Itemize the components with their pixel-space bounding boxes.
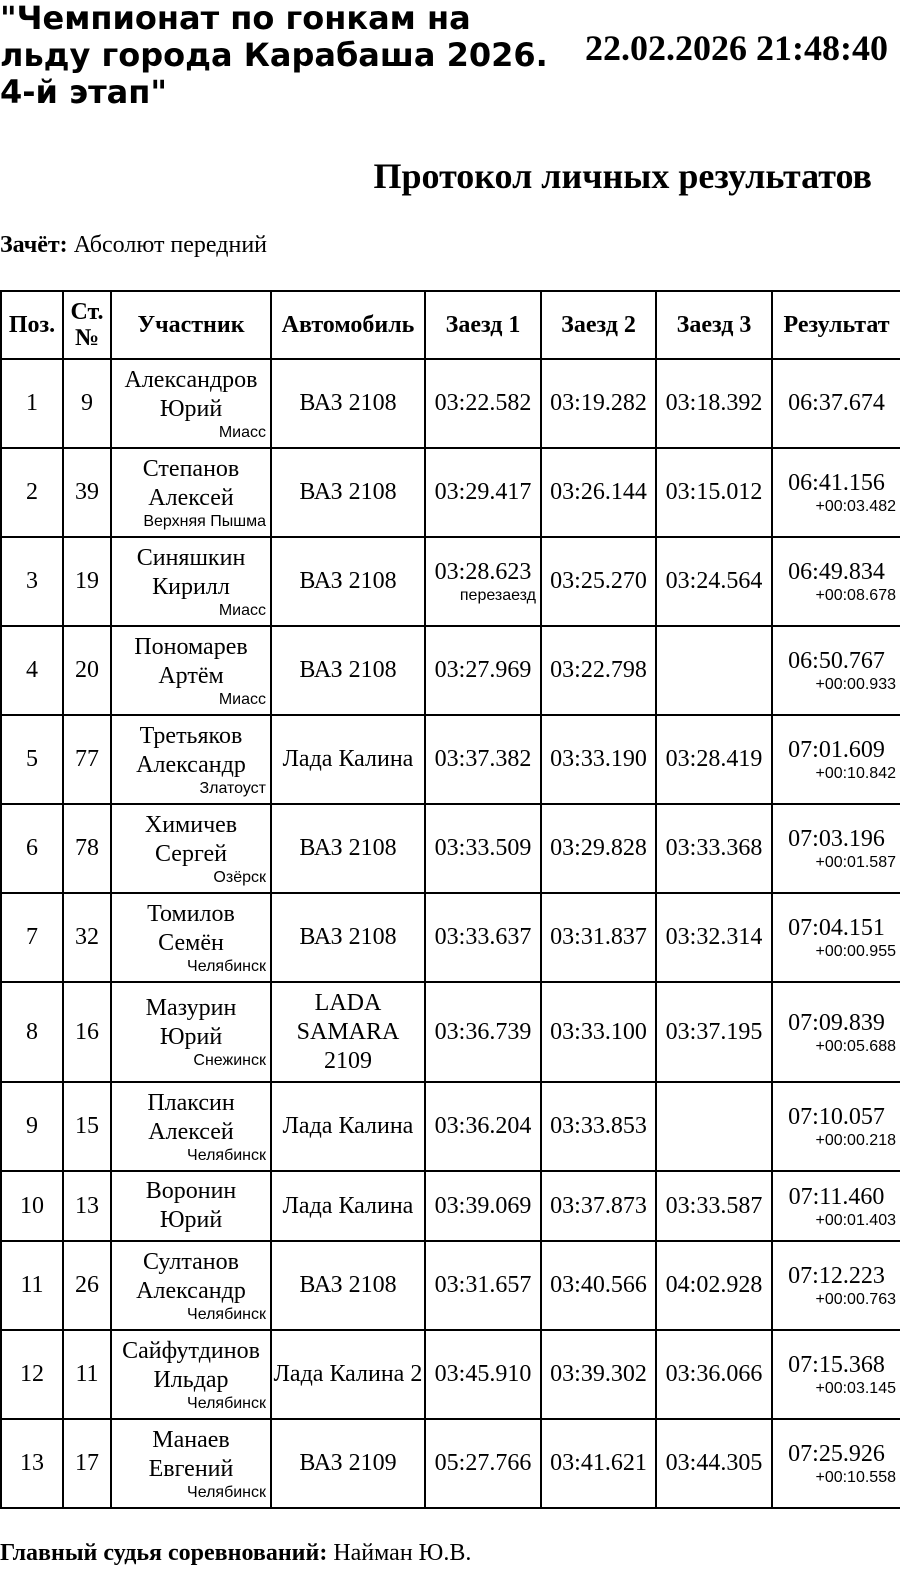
result-time: 06:41.156 — [788, 470, 885, 496]
participant-name: Сайфутдинов Ильдар — [122, 1337, 260, 1393]
header-heat2: Заезд 2 — [541, 291, 656, 359]
cell-participant — [111, 448, 271, 537]
cell-heat2: 03:31.837 — [541, 893, 656, 982]
table-row — [1, 804, 900, 893]
participant-city: Миасс — [218, 601, 266, 619]
cell-participant — [111, 1171, 271, 1241]
result-time: 06:50.767 — [788, 648, 885, 674]
result-gap: +00:01.587 — [815, 854, 896, 871]
cell-result — [772, 893, 900, 982]
participant-name: Александров Юрий — [124, 366, 258, 422]
cell-heat1 — [425, 626, 541, 715]
result-gap: +00:08.678 — [815, 587, 896, 604]
table-row — [1, 893, 900, 982]
result-time: 07:01.609 — [788, 737, 885, 763]
cell-heat1 — [425, 893, 541, 982]
result-time: 07:04.151 — [788, 915, 885, 941]
cell-heat3: 03:15.012 — [656, 448, 772, 537]
cell-participant — [111, 537, 271, 626]
header-result: Результат — [772, 291, 900, 359]
cell-car: ВАЗ 2108 — [271, 804, 425, 893]
cell-car: ВАЗ 2108 — [271, 893, 425, 982]
table-row — [1, 626, 900, 715]
heat1-time: 05:27.766 — [434, 1450, 532, 1476]
protocol-title: Протокол личных результатов — [373, 156, 872, 196]
result-gap: +00:00.955 — [815, 943, 896, 960]
participant-city: Челябинск — [187, 1305, 266, 1323]
cell-num: 15 — [63, 1082, 111, 1171]
cell-result — [772, 1330, 900, 1419]
cell-pos: 8 — [1, 982, 63, 1082]
cell-heat1 — [425, 1419, 541, 1508]
cell-pos: 10 — [1, 1171, 63, 1241]
cell-heat2: 03:33.190 — [541, 715, 656, 804]
cell-car: LADA SAMARA 2109 — [271, 982, 425, 1082]
result-gap: +00:03.145 — [815, 1380, 896, 1397]
result-time: 07:10.057 — [788, 1104, 885, 1130]
participant-city: Челябинск — [187, 1394, 266, 1412]
cell-heat1 — [425, 804, 541, 893]
participant-city: Миасс — [218, 690, 266, 708]
cell-car: Лада Калина 2 — [271, 1330, 425, 1419]
event-title: "Чемпионат по гонкам на льду города Карабаша 2026. 4-й этап" — [0, 0, 548, 111]
cell-heat2: 03:33.100 — [541, 982, 656, 1082]
cell-heat2: 03:25.270 — [541, 537, 656, 626]
heat1-time: 03:36.739 — [434, 1018, 532, 1045]
cell-result — [772, 359, 900, 448]
cell-heat2: 03:29.828 — [541, 804, 656, 893]
heat1-time: 03:28.623 — [434, 559, 532, 585]
header-car: Автомобиль — [271, 291, 425, 359]
cell-result — [772, 626, 900, 715]
cell-heat2: 03:33.853 — [541, 1082, 656, 1171]
cell-heat1 — [425, 715, 541, 804]
participant-name: Мазурин Юрий — [145, 995, 237, 1050]
heat1-time: 03:33.509 — [434, 835, 532, 861]
cell-heat1 — [425, 1082, 541, 1171]
cell-heat1 — [425, 982, 541, 1082]
cell-num: 19 — [63, 537, 111, 626]
table-row — [1, 982, 900, 1082]
participant-name: Манаев Евгений — [148, 1426, 234, 1482]
header-participant: Участник — [111, 291, 271, 359]
cell-num: 11 — [63, 1330, 111, 1419]
cell-pos: 9 — [1, 1082, 63, 1171]
cell-num: 39 — [63, 448, 111, 537]
cell-result — [772, 1171, 900, 1241]
cell-pos: 11 — [1, 1241, 63, 1330]
participant-name: Султанов Александр — [136, 1248, 246, 1304]
judge-name: Найман Ю.В. — [333, 1540, 472, 1566]
cell-heat3: 03:44.305 — [656, 1419, 772, 1508]
heat1-time: 03:29.417 — [434, 479, 532, 505]
result-time: 07:09.839 — [788, 1009, 885, 1036]
cell-result — [772, 1241, 900, 1330]
group-label: Зачёт: — [0, 232, 68, 258]
result-time: 07:12.223 — [788, 1263, 885, 1289]
participant-city: Челябинск — [187, 1146, 266, 1164]
result-gap: +00:10.842 — [815, 765, 896, 782]
cell-heat2: 03:26.144 — [541, 448, 656, 537]
cell-car: ВАЗ 2108 — [271, 1241, 425, 1330]
cell-heat1 — [425, 537, 541, 626]
cell-num: 32 — [63, 893, 111, 982]
participant-city: Челябинск — [187, 1483, 266, 1501]
cell-heat2: 03:39.302 — [541, 1330, 656, 1419]
table-row — [1, 715, 900, 804]
table-row — [1, 359, 900, 448]
participant-name: Томилов Семён — [147, 900, 235, 956]
heat1-time: 03:22.582 — [434, 390, 532, 416]
result-time: 07:15.368 — [788, 1352, 885, 1378]
cell-pos: 2 — [1, 448, 63, 537]
table-row — [1, 448, 900, 537]
cell-car: ВАЗ 2108 — [271, 359, 425, 448]
table-row — [1, 537, 900, 626]
cell-heat3: 03:33.587 — [656, 1171, 772, 1241]
header-heat3: Заезд 3 — [656, 291, 772, 359]
result-gap: +00:00.763 — [815, 1291, 896, 1308]
participant-city: Миасс — [218, 423, 266, 441]
result-time: 07:11.460 — [788, 1183, 885, 1210]
cell-pos: 12 — [1, 1330, 63, 1419]
cell-heat2: 03:19.282 — [541, 359, 656, 448]
cell-result — [772, 982, 900, 1082]
participant-name: Плаксин Алексей — [147, 1089, 235, 1145]
cell-heat2: 03:40.566 — [541, 1241, 656, 1330]
cell-participant — [111, 359, 271, 448]
cell-heat1 — [425, 1330, 541, 1419]
table-row — [1, 1330, 900, 1419]
cell-pos: 6 — [1, 804, 63, 893]
cell-result — [772, 804, 900, 893]
table-row — [1, 1082, 900, 1171]
cell-heat1 — [425, 448, 541, 537]
result-gap: +00:01.403 — [815, 1211, 896, 1229]
cell-pos: 13 — [1, 1419, 63, 1508]
heat1-time: 03:27.969 — [434, 657, 532, 683]
participant-name: Третьяков Александр — [136, 722, 246, 778]
table-row — [1, 1171, 900, 1241]
cell-heat3: 03:37.195 — [656, 982, 772, 1082]
judge-label: Главный судья соревнований: — [0, 1540, 328, 1566]
cell-heat2: 03:41.621 — [541, 1419, 656, 1508]
cell-participant — [111, 1330, 271, 1419]
cell-heat3: 03:36.066 — [656, 1330, 772, 1419]
cell-heat2: 03:37.873 — [541, 1171, 656, 1241]
cell-pos: 5 — [1, 715, 63, 804]
cell-pos: 4 — [1, 626, 63, 715]
footer-judge — [0, 1538, 471, 1568]
cell-car: Лада Калина — [271, 715, 425, 804]
heat1-time: 03:37.382 — [434, 746, 532, 772]
report-datetime: 22.02.2026 21:48:40 — [585, 28, 888, 68]
cell-heat1 — [425, 359, 541, 448]
cell-heat1 — [425, 1171, 541, 1241]
table-row — [1, 1241, 900, 1330]
cell-heat2: 03:22.798 — [541, 626, 656, 715]
header-heat1: Заезд 1 — [425, 291, 541, 359]
result-gap: +00:00.218 — [815, 1132, 896, 1149]
participant-city: Снежинск — [193, 1052, 266, 1069]
cell-pos: 3 — [1, 537, 63, 626]
cell-heat3: 03:24.564 — [656, 537, 772, 626]
cell-heat3: 03:32.314 — [656, 893, 772, 982]
cell-participant — [111, 1241, 271, 1330]
result-time: 07:25.926 — [788, 1441, 885, 1467]
cell-num: 13 — [63, 1171, 111, 1241]
heat1-time: 03:31.657 — [434, 1272, 532, 1298]
cell-participant — [111, 1419, 271, 1508]
cell-result — [772, 715, 900, 804]
result-gap: +00:00.933 — [815, 676, 896, 693]
cell-participant — [111, 804, 271, 893]
cell-result — [772, 1082, 900, 1171]
cell-heat3: 04:02.928 — [656, 1241, 772, 1330]
cell-participant — [111, 893, 271, 982]
heat1-time: 03:33.637 — [434, 924, 532, 950]
cell-num: 9 — [63, 359, 111, 448]
results-body — [1, 359, 900, 1508]
result-time: 06:37.674 — [788, 390, 885, 416]
cell-num: 17 — [63, 1419, 111, 1508]
cell-result — [772, 537, 900, 626]
result-time: 07:03.196 — [788, 826, 885, 852]
participant-name: Степанов Алексей — [142, 455, 240, 511]
cell-car: ВАЗ 2109 — [271, 1419, 425, 1508]
cell-car: ВАЗ 2108 — [271, 626, 425, 715]
cell-heat1 — [425, 1241, 541, 1330]
participant-city: Верхняя Пышма — [143, 512, 266, 530]
result-gap: +00:10.558 — [815, 1469, 896, 1486]
cell-pos: 1 — [1, 359, 63, 448]
cell-car: ВАЗ 2108 — [271, 537, 425, 626]
heat1-time: 03:45.910 — [434, 1361, 532, 1387]
cell-num: 77 — [63, 715, 111, 804]
group-value: Абсолют передний — [73, 232, 267, 258]
table-row — [1, 1419, 900, 1508]
cell-num: 78 — [63, 804, 111, 893]
cell-car: ВАЗ 2108 — [271, 448, 425, 537]
cell-result — [772, 448, 900, 537]
group-line — [0, 230, 267, 260]
heat1-time: 03:39.069 — [434, 1192, 532, 1219]
result-gap: +00:05.688 — [815, 1037, 896, 1055]
result-time: 06:49.834 — [788, 559, 885, 585]
participant-city: Челябинск — [187, 957, 266, 975]
participant-name: Пономарев Артём — [134, 633, 248, 689]
cell-heat3 — [656, 626, 772, 715]
cell-heat3: 03:18.392 — [656, 359, 772, 448]
header-pos: Поз. — [1, 291, 63, 359]
cell-car: Лада Калина — [271, 1082, 425, 1171]
cell-num: 16 — [63, 982, 111, 1082]
participant-city: Златоуст — [199, 779, 266, 797]
participant-city: Озёрск — [213, 868, 266, 886]
cell-heat3: 03:33.368 — [656, 804, 772, 893]
cell-participant — [111, 982, 271, 1082]
cell-participant — [111, 1082, 271, 1171]
participant-name: Химичев Сергей — [144, 811, 238, 867]
cell-car: Лада Калина — [271, 1171, 425, 1241]
heat1-time: 03:36.204 — [434, 1113, 532, 1139]
cell-result — [772, 1419, 900, 1508]
participant-name: Воронин Юрий — [145, 1178, 237, 1233]
header-num: Ст. № — [63, 291, 111, 359]
cell-pos: 7 — [1, 893, 63, 982]
cell-participant — [111, 626, 271, 715]
cell-heat3: 03:28.419 — [656, 715, 772, 804]
cell-num: 26 — [63, 1241, 111, 1330]
heat1-note: перезаезд — [459, 587, 536, 604]
cell-num: 20 — [63, 626, 111, 715]
table-header-row — [1, 291, 900, 359]
cell-participant — [111, 715, 271, 804]
result-gap: +00:03.482 — [815, 498, 896, 515]
results-table — [0, 290, 900, 1509]
participant-name: Синяшкин Кирилл — [136, 544, 246, 600]
cell-heat3 — [656, 1082, 772, 1171]
